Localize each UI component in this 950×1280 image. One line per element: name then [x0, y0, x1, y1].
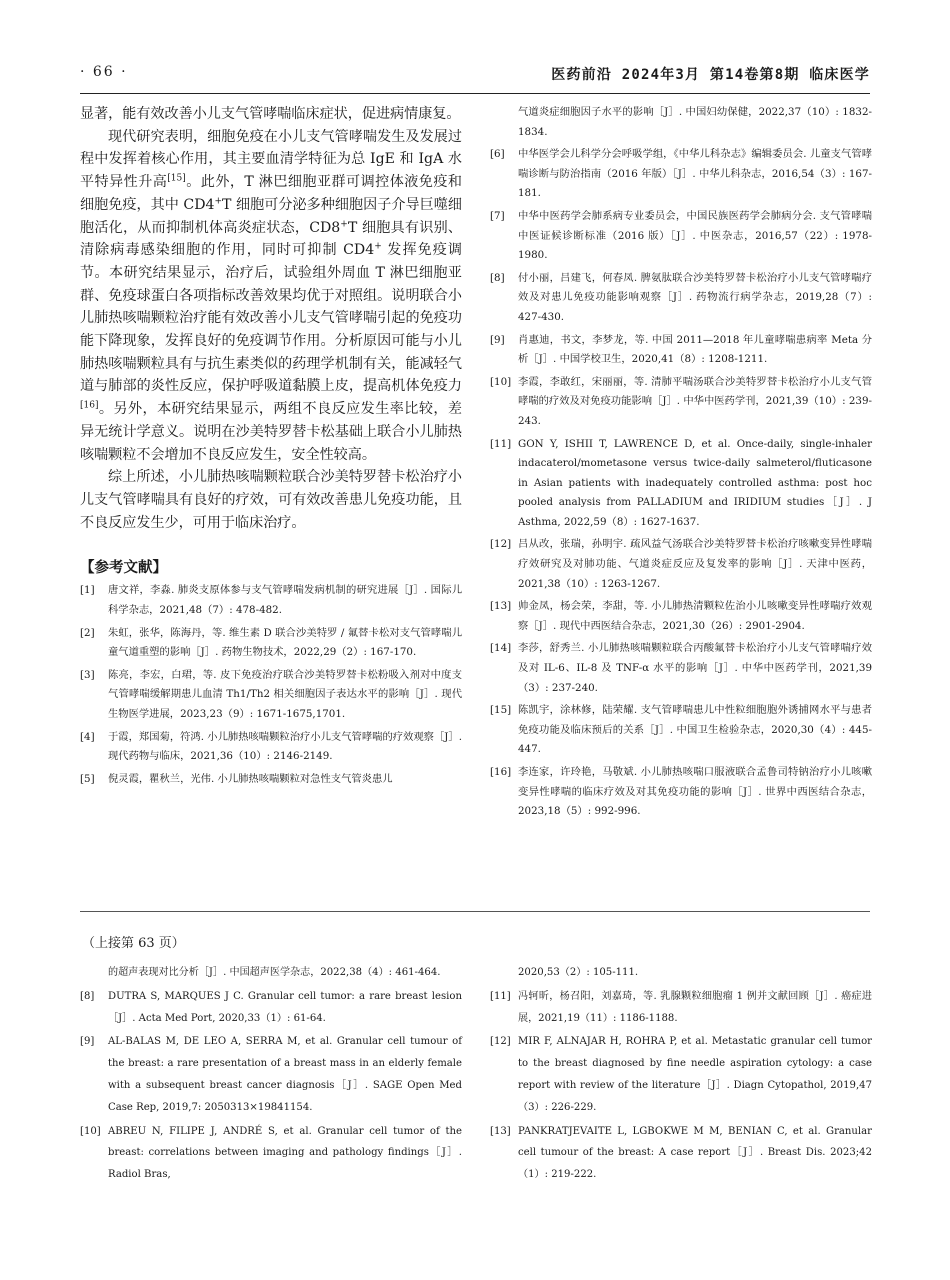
superscript-plus: + — [340, 218, 348, 229]
superscript-plus: + — [374, 241, 382, 252]
reference-number: [8] — [80, 990, 95, 1002]
reference-entry — [80, 770, 462, 790]
reference-continuation: 的超声表现对比分析［J］. 中国超声医学杂志，2022,38（4）: 461-464. — [108, 967, 441, 978]
reference-number: [5] — [80, 772, 95, 785]
page-number: · 66 · — [80, 64, 128, 80]
text-run: 。另外，本研究结果显示，两组不良反应发生率比较，差异无统计学意义。说明在沙美特罗替卡松基础上联合小儿肺热咳喘颗粒不会增加不良反应发生，安全性较高。 — [80, 401, 462, 463]
right-column — [490, 103, 872, 825]
reference-text: 于霞，郑国菊，符鸿. 小儿肺热咳喘颗粒治疗小儿支气管哮喘的疗效观察［J］. 现代药物与临床，2021,36（10）: 2146-2149. — [108, 730, 462, 763]
text-run: T 细胞可分泌多种细胞因子介导巨噬细胞活化，从而抑制机体高炎症状态，CD8 — [80, 196, 462, 236]
reference-number: [11] — [490, 437, 512, 450]
reference-number: [8] — [490, 271, 505, 284]
reference-entry — [80, 986, 462, 1030]
reference-entry — [490, 1031, 872, 1118]
body-paragraph-1: 显著，能有效改善小儿支气管哮喘临床症状，促进病情康复。 — [80, 106, 461, 122]
reference-number: [12] — [490, 1036, 511, 1048]
reference-number: [2] — [80, 626, 95, 639]
reference-number: [16] — [490, 766, 512, 778]
reference-list-bottom-left — [80, 986, 462, 1186]
reference-number: [4] — [80, 730, 95, 743]
reference-text: 中华医学会儿科学分会呼吸学组，《中华儿科杂志》编辑委员会. 儿童支气管哮喘诊断与防治指南（2016 年版）［J］. 中华儿科杂志，2016,54（3）: 167-181. — [518, 148, 872, 200]
bottom-left-column — [80, 962, 462, 1188]
reference-number: [10] — [490, 375, 512, 388]
reference-entry — [80, 666, 462, 725]
reference-number: [13] — [490, 600, 512, 613]
reference-entry — [490, 535, 872, 594]
citation-16: [16] — [80, 400, 99, 411]
reference-text: GON Y, ISHII T, LAWRENCE D, et al. Once-daily, single-inhaler indacaterol/mometasone versus twice-daily salmeterol/fluticasone in Asian patients with inadequately controlled asthma: post hoc pooled analysis from PALLADIUM and IRIDIUM studies［J］. J Asthma, 2022,59（8）: 1627-1637. — [518, 437, 872, 528]
reference-entry — [490, 435, 872, 533]
reference-text: 李连家，许玲艳，马敬斌. 小儿肺热咳喘口服液联合孟鲁司特钠治疗小儿咳嗽变异性哮喘的临床疗效及对其免疫功能的影响［J］. 世界中西医结合杂志，2023,18（5）: 992-996. — [518, 766, 872, 818]
reference-list-right — [490, 145, 872, 822]
reference-number: [3] — [80, 668, 95, 681]
reference-number: [12] — [490, 538, 512, 551]
reference-text: DUTRA S, MARQUES J C. Granular cell tumor: a rare breast lesion［J］. Acta Med Port, 2020,33（1）: 61-64. — [108, 990, 462, 1024]
reference-number: [1] — [80, 584, 95, 597]
reference-text: 李莎，舒秀兰. 小儿肺热咳喘颗粒联合丙酸氟替卡松治疗小儿支气管哮喘疗效及对 IL-6、IL-8 及 TNF-α 水平的影响［J］. 中华中医药学刊，2021,39（3）: 237-240. — [518, 642, 872, 694]
reference-entry — [80, 581, 462, 620]
page-header — [80, 62, 870, 88]
reference-text: 中华中医药学会肺系病专业委员会，中国民族医药学会肺病分会. 支气管哮喘中医证候诊断标准（2016 版）［J］. 中医杂志，2016,57（22）: 1978-1980. — [518, 209, 872, 262]
reference-text: 冯轲昕，杨召阳，刘嘉琦，等. 乳腺颗粒细胞瘤 1 例并文献回顾［J］. 癌症进展，2021,19（11）: 1186-1188. — [518, 990, 872, 1024]
reference-number: [11] — [490, 990, 511, 1002]
reference-entry — [490, 763, 872, 822]
references-heading: 【参考文献】 — [80, 560, 167, 577]
reference-continuation: 2020,53（2）: 105-111. — [518, 967, 639, 978]
reference-text: 肖惠迪，书文，李梦龙，等. 中国 2011—2018 年儿童哮喘患病率 Meta 分析［J］. 中国学校卫生，2020,41（8）: 1208-1211. — [518, 333, 872, 366]
reference-text: 倪灵霞，瞿秋兰，光伟. 小儿肺热咳喘颗粒对急性支气管炎患儿 — [108, 772, 393, 785]
reference-continuation: 气道炎症细胞因子水平的影响［J］. 中国妇幼保健，2022,37（10）: 1832-1834. — [518, 106, 872, 138]
text-run: 。此外，T 淋巴细胞亚群可调控体液免疫和细胞免疫，其中 CD4 — [80, 174, 462, 213]
reference-text: 陈凯宇，涂林修，陆荣耀. 支气管哮喘患儿中性粒细胞胞外诱捕网水平与患者免疫功能及临床预后的关系［J］. 中国卫生检验杂志，2020,30（4）: 445-447. — [518, 704, 872, 756]
reference-entry — [490, 986, 872, 1030]
reference-number: [9] — [80, 1036, 95, 1048]
bottom-right-column — [490, 962, 872, 1188]
reference-text: 帅金凤，杨会荣，李甜，等. 小儿肺热清颗粒佐治小儿咳嗽变异性哮喘疗效观察［J］. 现代中西医结合杂志，2021,30（26）: 2901-2904. — [518, 600, 872, 632]
reference-text: AL-BALAS M, DE LEO A, SERRA M, et al. Granular cell tumour of the breast: a rare presentation of a breast mass in an elderly female with a subsequent breast cancer diagnosis［J］. SAGE Open Med Case Rep, 2019,7: 2050313×19841154. — [108, 1036, 462, 1113]
reference-entry — [490, 639, 872, 698]
reference-text: PANKRATJEVAITE L, LGBOKWE M M, BENIAN C, et al. Granular cell tumour of the breast: A case report［J］. Breast Dis. 2023;42（1）: 219-222. — [518, 1125, 872, 1181]
reference-number: [13] — [490, 1125, 511, 1137]
reference-entry — [80, 1031, 462, 1118]
reference-number: [9] — [490, 333, 505, 346]
reference-text: 陈亮，李宏，白珺，等. 皮下免疫治疗联合沙美特罗替卡松粉吸入剂对中度支气管哮喘缓解期患儿血清 Th1/Th2 相关细胞因子表达水平的影响［J］. 现代生物医学进展，2023,23（9）: 1671-1675,1701. — [108, 668, 462, 720]
citation-15: [15] — [167, 173, 186, 184]
section-divider — [80, 911, 870, 912]
reference-text: 付小丽，吕建飞，何春凤. 脾氨肽联合沙美特罗替卡松治疗小儿支气管哮喘疗效及对患儿免疫功能影响观察［J］. 药物流行病学杂志，2019,28（7）: 427-430. — [518, 271, 872, 323]
reference-text: 吕从改，张瑞，孙明宇. 疏风益气汤联合沙美特罗替卡松治疗咳嗽变异性哮喘疗效研究及对肺功能、气道炎症反应及复发率的影响［J］. 天津中医药，2021,38（10）: 1263-1267. — [518, 538, 872, 590]
reference-number: [7] — [490, 209, 505, 222]
reference-entry — [490, 331, 872, 370]
reference-entry — [490, 145, 872, 204]
reference-text: MIR F, ALNAJAR H, ROHRA P, et al. Metastatic granular cell tumor to the breast diagnosed by fine needle aspiration cytology: a case report with review of the literature［J］. Diagn Cytopathol, 2019,47（3）: 226-229. — [518, 1036, 872, 1113]
superscript-plus: + — [214, 196, 223, 207]
body-paragraph-2 — [80, 126, 462, 467]
left-column — [80, 103, 462, 792]
reference-entry — [80, 1121, 462, 1186]
reference-entry — [490, 701, 872, 760]
text-run: 现代研究表明，细胞免疫在小儿支气管哮喘发生及发展过程中发挥着核心作用，其主要血清学特征为总 IgE 和 IgA 水平特异性升高 — [80, 128, 462, 191]
continued-from-note: （上接第 63 页） — [82, 936, 185, 951]
reference-number: [6] — [490, 148, 505, 161]
reference-text: 李霞，李敢红，宋丽丽，等. 清肺平喘汤联合沙美特罗替卡松治疗小儿支气管哮喘的疗效及对免疫功能影响［J］. 中华中医药学刊，2021,39（10）: 239-243. — [518, 375, 872, 427]
reference-text: 唐文祥，李淼. 肺炎支原体参与支气管哮喘发病机制的研究进展［J］. 国际儿科学杂志，2021,48（7）: 478-482. — [108, 584, 462, 616]
reference-entry — [490, 1121, 872, 1186]
reference-entry — [490, 269, 872, 328]
text-run: T 细胞具有识别、清除病毒感染细胞的作用，同时可抑制 CD4 — [80, 219, 462, 259]
reference-entry — [490, 597, 872, 636]
body-paragraph-3: 综上所述，小儿肺热咳喘颗粒联合沙美特罗替卡松治疗小儿支气管哮喘具有良好的疗效，可有效改善患儿免疫功能，且不良反应发生少，可用于临床治疗。 — [80, 469, 462, 531]
reference-number: [10] — [80, 1125, 101, 1137]
header-rule — [80, 93, 870, 94]
journal-running-title: 医药前沿 2024年3月 第14卷第8期 临床医学 — [551, 67, 870, 83]
reference-text: 朱虹，张华，陈海丹，等. 维生素 D 联合沙美特罗 / 氟替卡松对支气管哮喘儿童气道重塑的影响［J］. 药物生物技术，2022,29（2）: 167-170. — [108, 626, 462, 659]
reference-list-bottom-right — [490, 986, 872, 1186]
text-run: 发挥免疫调节。本研究结果显示，治疗后，试验组外周血 T 淋巴细胞亚群、免疫球蛋白各项指标改善效果均优于对照组。说明联合小儿肺热咳喘颗粒治疗能有效改善小儿支气管哮喘引起的免疫功能下降现象，发挥良好的免疫调节作用。分析原因可能与小儿肺热咳喘颗粒具有与抗生素类似的药理学机制有关，能减轻气道与肺部的炎性反应，保护呼吸道黏膜上皮，提高机体免疫力 — [80, 242, 462, 395]
reference-entry — [80, 624, 462, 663]
reference-list-left — [80, 581, 462, 789]
reference-number: [15] — [490, 704, 512, 717]
reference-entry — [490, 207, 872, 266]
reference-number: [14] — [490, 642, 512, 655]
reference-text: ABREU N, FILIPE J, ANDRÉ S, et al. Granular cell tumor of the breast: correlations between imaging and pathology findings［J］. Radiol Bras, — [108, 1125, 462, 1181]
reference-entry — [80, 728, 462, 767]
reference-entry — [490, 373, 872, 432]
